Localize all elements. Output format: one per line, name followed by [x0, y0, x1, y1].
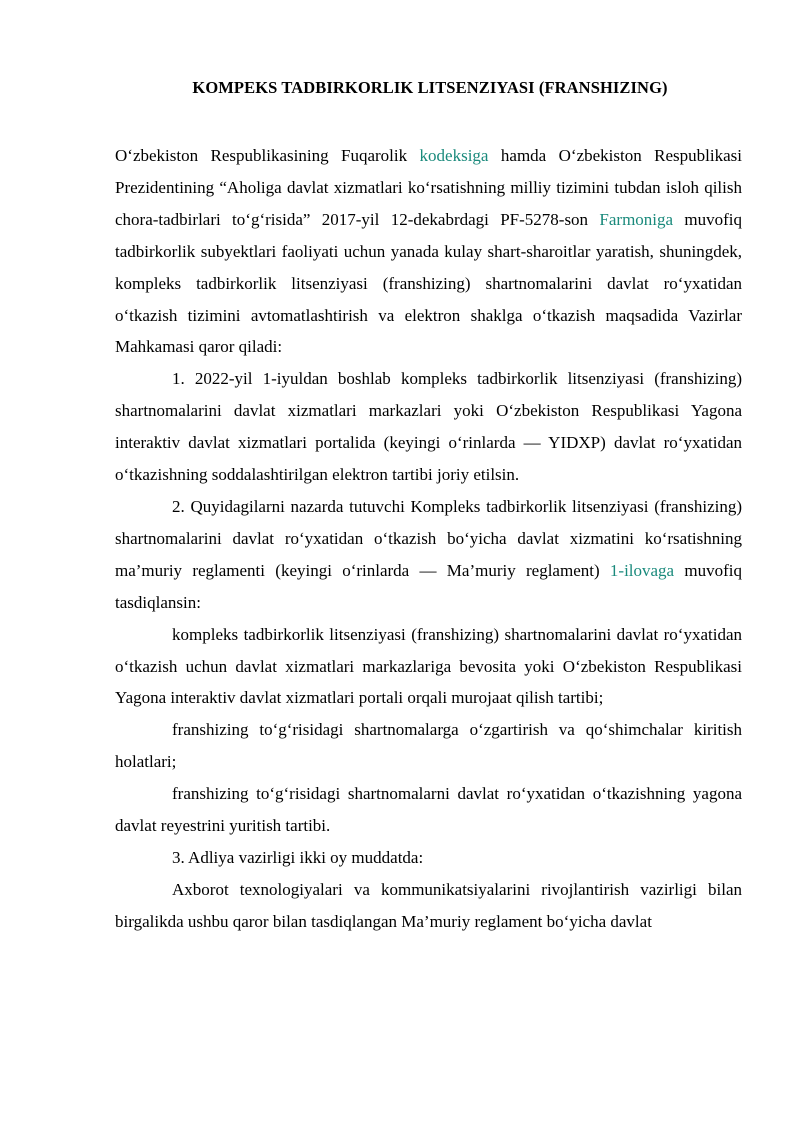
paragraph-item-3: 3. Adliya vazirligi ikki oy muddatda:: [172, 847, 424, 867]
link-farmoniga[interactable]: Farmoniga: [599, 209, 674, 229]
preamble-text-end: muvofiq tadbirkorlik subyektlari faoliyati uchun yanada kulay shart-sharoitlar yaratish, shuningdek, kompleks tadbirkorlik litsenziyasi (franshizing) shartnomalarini davlat ro‘yxatidan o‘tkazish tizimini avtomatlashtirish va elektron shaklga o‘tkazish maqsadida Vazirlar Mahkamasi qaror qiladi:: [115, 209, 743, 357]
document-body: [115, 140, 742, 938]
paragraph-preamble: [115, 140, 742, 363]
preamble-text-start: O‘zbekiston Respublikasining Fuqarolik: [115, 146, 420, 165]
item-2-text-end: muvofiq tasdiqlansin:: [115, 560, 742, 612]
paragraph-item-3-detail: Axborot texnologiyalari va kommunikatsiyalarini rivojlantirish vazirligi bilan birgalikda ushbu qaror bilan tasdiqlangan Ma’muriy reglament bo‘yicha davlat: [115, 879, 742, 931]
paragraph-subitem-registry: franshizing to‘g‘risidagi shartnomalarni davlat ro‘yxatidan o‘tkazishning yagona davlat reyestrini yuritish tartibi.: [115, 784, 742, 836]
preamble-text-middle: hamda O‘zbekiston Respublikasi Prezidentining “Aholiga davlat xizmatlari ko‘rsatishning milliy tizimini tubdan isloh qilish chora-tadbirlari to‘g‘risida” 2017-yil 12-dekabrdagi PF-5278-son: [115, 146, 742, 229]
item-2-text-start: 2. Quyidagilarni nazarda tutuvchi Kompleks tadbirkorlik litsenziyasi (franshizing) shartnomalarini davlat ro‘yxatidan o‘tkazish bo‘yicha davlat xizmatini ko‘rsatishning ma’muriy reglamenti (keyingi o‘rinlarda — Ma’muriy reglament): [115, 496, 742, 580]
document-title: KOMPEKS TADBIRKORLIK LITSENZIYASI (FRANSHIZING): [192, 78, 668, 97]
paragraph-item-1: 1. 2022-yil 1-iyuldan boshlab kompleks tadbirkorlik litsenziyasi (franshizing) shartnomalarini davlat xizmatlari markazlari yoki O‘zbekiston Respublikasi Yagona interaktiv davlat xizmatlari portalida (keyingi o‘rinlarda — YIDXP) davlat ro‘yxatidan o‘tkazishning soddalashtirilgan elektron tartibi joriy etilsin.: [115, 369, 742, 485]
link-1-ilovaga[interactable]: 1-ilovaga: [609, 560, 675, 580]
paragraph-subitem-application-order: kompleks tadbirkorlik litsenziyasi (franshizing) shartnomalarini davlat ro‘yxatidan o‘tkazish uchun davlat xizmatlari markazlariga bevosita yoki O‘zbekiston Respublikasi Yagona interaktiv davlat xizmatlari portali orqali murojaat qilish tartibi;: [115, 624, 742, 708]
link-kodeksiga[interactable]: kodeksiga: [419, 146, 489, 165]
paragraph-subitem-amendments: franshizing to‘g‘risidagi shartnomalarga o‘zgartirish va qo‘shimchalar kiritish holatlari;: [115, 720, 742, 772]
paragraph-item-2: [115, 491, 742, 619]
